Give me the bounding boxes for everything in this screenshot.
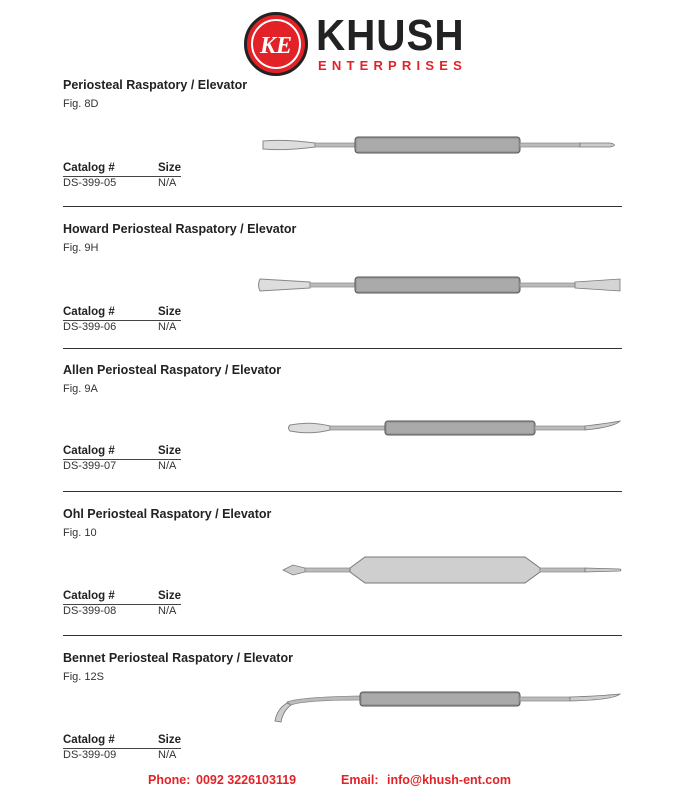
section-divider xyxy=(63,348,622,349)
size-value: N/A xyxy=(158,605,177,617)
catalog-number: DS-399-06 xyxy=(63,321,117,333)
size-header: Size xyxy=(158,306,182,318)
brand-name: KHUSH xyxy=(316,11,465,60)
product-title: Bennet Periosteal Raspatory / Elevator xyxy=(63,651,293,665)
product-title: Allen Periosteal Raspatory / Elevator xyxy=(63,363,282,377)
size-value: N/A xyxy=(158,460,177,472)
size-value: N/A xyxy=(158,321,177,333)
email-address: info@khush-ent.com xyxy=(387,773,511,787)
catalog-header: Catalog # xyxy=(63,445,115,457)
catalog-number: DS-399-07 xyxy=(63,460,117,472)
instrument-image xyxy=(255,266,630,306)
brand-subtitle: ENTERPRISES xyxy=(318,58,467,73)
catalog-number: DS-399-09 xyxy=(63,749,117,761)
size-value: N/A xyxy=(158,177,177,189)
catalog-header: Catalog # xyxy=(63,162,115,174)
catalog-header: Catalog # xyxy=(63,306,115,318)
product-fig: Fig. 10 xyxy=(63,527,97,539)
size-header: Size xyxy=(158,590,182,602)
product-fig: Fig. 9A xyxy=(63,383,98,395)
catalog-number: DS-399-05 xyxy=(63,177,117,189)
section-divider xyxy=(63,635,622,636)
catalog-header: Catalog # xyxy=(63,590,115,602)
brand-header xyxy=(0,10,689,82)
size-header: Size xyxy=(158,162,182,174)
product-title: Howard Periosteal Raspatory / Elevator xyxy=(63,222,297,236)
email-label: Email: xyxy=(341,773,379,787)
phone-label: Phone: xyxy=(148,773,191,787)
phone-number: 0092 3226103119 xyxy=(196,773,297,787)
catalog-number: DS-399-08 xyxy=(63,605,117,617)
section-divider xyxy=(63,491,622,492)
instrument-image xyxy=(255,126,630,166)
contact-footer xyxy=(0,773,689,793)
logo-monogram: KE xyxy=(259,33,293,59)
size-value: N/A xyxy=(158,749,177,761)
catalog-header: Catalog # xyxy=(63,734,115,746)
product-title: Periosteal Raspatory / Elevator xyxy=(63,78,248,92)
brand-logo-icon xyxy=(244,12,308,76)
instrument-image xyxy=(255,551,630,591)
product-fig: Fig. 9H xyxy=(63,242,99,254)
instrument-image xyxy=(255,409,630,449)
product-fig: Fig. 8D xyxy=(63,98,99,110)
size-header: Size xyxy=(158,445,182,457)
size-header: Size xyxy=(158,734,182,746)
product-fig: Fig. 12S xyxy=(63,671,104,683)
instrument-image xyxy=(255,685,630,725)
product-title: Ohl Periosteal Raspatory / Elevator xyxy=(63,507,272,521)
section-divider xyxy=(63,206,622,207)
